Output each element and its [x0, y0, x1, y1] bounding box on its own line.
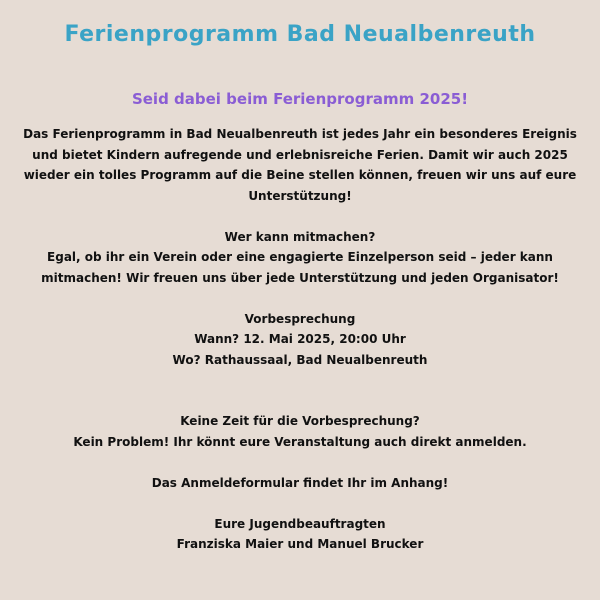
subtitle: Seid dabei beim Ferienprogramm 2025! — [131, 90, 469, 108]
spacer — [20, 206, 580, 227]
who-line: Egal, ob ihr ein Verein oder eine engagierte Einzelperson seid – jeder kann — [47, 250, 553, 264]
intro-line: Unterstützung! — [248, 188, 352, 203]
spacer — [20, 288, 580, 309]
spacer — [20, 370, 580, 411]
who-line: mitmachen! Wir freuen uns über jede Unterstützung und jeden Organisator! — [41, 270, 559, 285]
meeting-where: Wo? Rathaussaal, Bad Neualbenreuth — [172, 352, 428, 367]
no-time-line: Kein Problem! Ihr könnt eure Veranstaltung auch direkt anmelden. — [73, 434, 527, 449]
page-title: Ferienprogramm Bad Neualbenreuth — [64, 22, 536, 47]
intro-line: wieder ein tolles Programm auf die Beine stellen können, freuen wir uns auf eure — [23, 168, 577, 182]
spacer — [20, 452, 580, 473]
intro-line: Das Ferienprogramm in Bad Neualbenreuth ist jedes Jahr ein besonderes Ereignis — [23, 127, 577, 141]
flyer-body — [20, 124, 580, 555]
intro-line: und bietet Kindern aufregende und erlebnisreiche Ferien. Damit wir auch 2025 — [32, 147, 568, 162]
no-time-heading: Keine Zeit für die Vorbesprechung? — [180, 414, 420, 428]
signature-names: Franziska Maier und Manuel Brucker — [176, 537, 424, 551]
spacer — [20, 493, 580, 514]
form-note: Das Anmeldeformular findet Ihr im Anhang! — [151, 475, 449, 490]
signature-greeting: Eure Jugendbeauftragten — [214, 516, 386, 531]
who-heading: Wer kann mitmachen? — [224, 229, 376, 244]
meeting-heading: Vorbesprechung — [244, 311, 356, 326]
meeting-when: Wann? 12. Mai 2025, 20:00 Uhr — [194, 332, 406, 346]
